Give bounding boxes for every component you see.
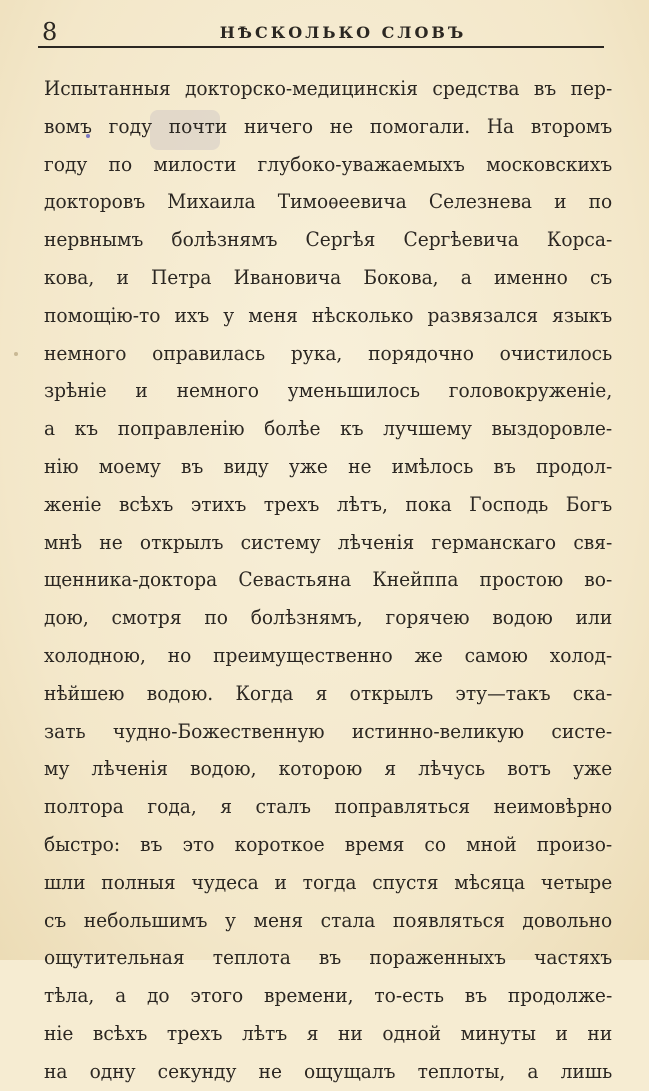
text-line: нію моему въ виду уже не имѣлось въ продол- (44, 453, 613, 478)
text-line: немного оправилась рука, порядочно очистилось (44, 340, 613, 365)
running-title: НѢСКОЛЬКО СЛОВЪ (219, 23, 467, 42)
text-line: шли полныя чудеса и тогда спустя мѣсяца четыре (44, 869, 613, 894)
text-line: съ небольшимъ у меня стала появляться довольно (44, 907, 613, 932)
text-line: на одну секунду не ощущалъ теплоты, а лишь (44, 1058, 613, 1083)
text-line: Испытанныя докторско-медицинскія средства въ пер- (44, 76, 613, 100)
running-head (38, 18, 604, 46)
text-line: полтора года, я сталъ поправляться неимовѣрно (44, 794, 613, 819)
text-line: ощутительная теплота въ пораженныхъ частяхъ (44, 945, 613, 970)
text-line: кова, и Петра Ивановича Бокова, а именно съ (44, 264, 613, 289)
text-line: му лѣченія водою, которою я лѣчусь вотъ уже (44, 756, 613, 781)
text-line: щенника-доктора Севастьяна Кнейппа простою во- (44, 567, 613, 592)
text-line: а къ поправленію болѣе къ лучшему выздоровле- (44, 416, 613, 441)
text-line: быстро: въ это короткое время со мной произо- (44, 831, 613, 856)
text-line: дою, смотря по болѣзнямъ, горячею водою или (44, 605, 613, 630)
body-text (44, 70, 612, 1091)
text-line: мнѣ не открылъ систему лѣченія германскаго свя- (44, 529, 613, 554)
text-line: докторовъ Михаила Тимоѳеевича Селезнева и по (44, 189, 613, 214)
text-line: зрѣніе и немного уменьшилось головокруженіе, (44, 378, 613, 403)
text-line: помощію-то ихъ у меня нѣсколько развязался языкъ (44, 302, 613, 327)
text-line: году по милости глубоко-уважаемыхъ московскихъ (44, 151, 613, 176)
text-line: вомъ году почти ничего не помогали. На второмъ (44, 113, 613, 138)
text-line: ніе всѣхъ трехъ лѣтъ я ни одной минуты и ни (44, 1020, 613, 1045)
text-line: тѣла, а до этого времени, то-есть въ продолже- (44, 983, 613, 1008)
text-line: нѣйшею водою. Когда я открылъ эту—такъ ска- (44, 680, 613, 705)
text-line: нервнымъ болѣзнямъ Сергѣя Сергѣевича Корса- (44, 227, 613, 252)
header-rule (38, 46, 604, 48)
paper-spot (14, 352, 18, 356)
page-number: 8 (42, 18, 58, 46)
text-line: холодною, но преимущественно же самою холод- (44, 642, 613, 667)
text-line: женіе всѣхъ этихъ трехъ лѣтъ, пока Господь Богъ (44, 491, 613, 516)
text-line: зать чудно-Божественную истинно-великую систе- (44, 718, 613, 743)
